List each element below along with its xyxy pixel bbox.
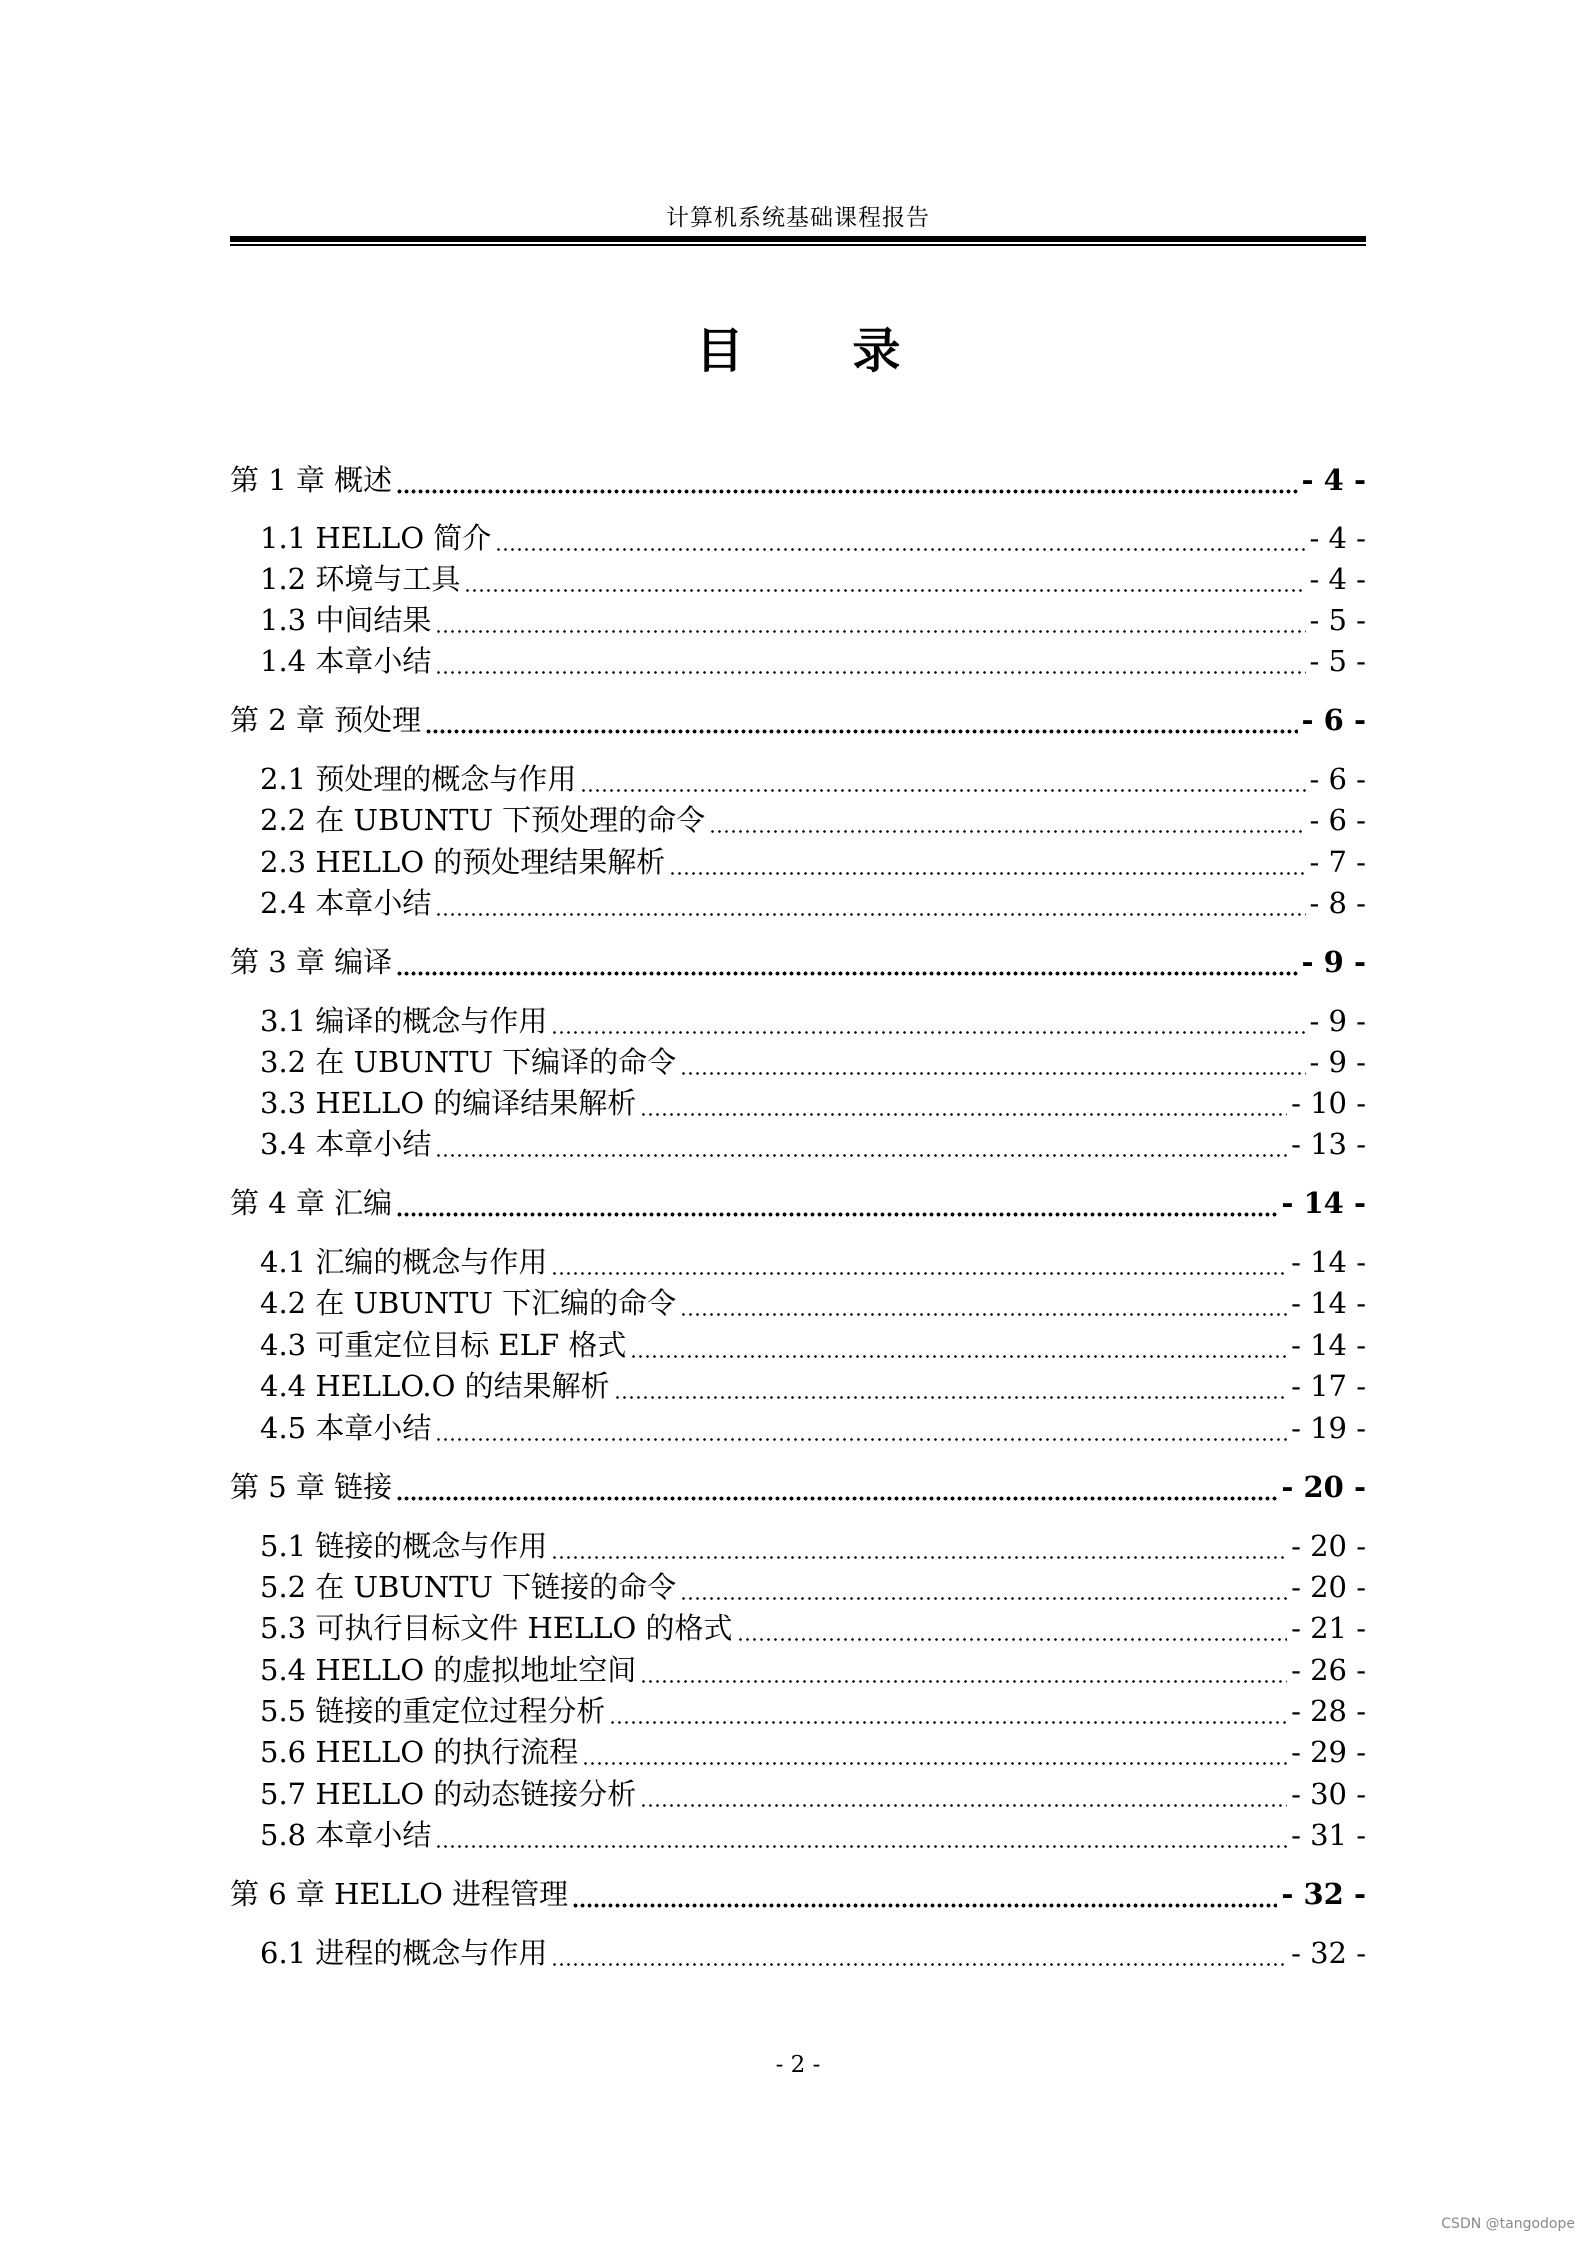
toc-entry-label: 3.4 本章小结 [260, 1127, 432, 1161]
toc-section-entry[interactable] [230, 842, 1366, 882]
dot-leader [640, 1650, 1287, 1690]
toc-entry-page: - 29 - [1291, 1735, 1366, 1769]
toc-entry-page: - 19 - [1291, 1411, 1366, 1445]
toc-entry-label: 5.1 链接的概念与作用 [260, 1529, 548, 1563]
toc-entry-label: 第 3 章 编译 [230, 945, 393, 979]
toc-entry-page: - 9 - [1309, 1004, 1366, 1038]
toc-entry-page: - 26 - [1291, 1653, 1366, 1687]
dot-leader [680, 1042, 1305, 1082]
dot-leader [640, 1774, 1287, 1814]
toc-entry-page: - 5 - [1309, 603, 1366, 637]
toc-entry-label: 4.3 可重定位目标 ELF 格式 [260, 1328, 627, 1362]
dot-leader [551, 1001, 1305, 1041]
toc-section-entry[interactable] [230, 641, 1366, 681]
toc-entry-page: - 4 - [1309, 562, 1366, 596]
toc-entry-label: 5.8 本章小结 [260, 1818, 432, 1852]
toc-section-entry[interactable] [230, 1691, 1366, 1731]
toc-section-entry[interactable] [230, 1283, 1366, 1323]
toc-entry-page: - 4 - [1309, 521, 1366, 555]
dot-leader [551, 1242, 1287, 1282]
dot-leader [396, 942, 1297, 982]
toc-section-entry[interactable] [230, 759, 1366, 799]
dot-leader [680, 1567, 1287, 1607]
table-of-contents [230, 0, 1366, 2245]
toc-chapter-entry[interactable] [230, 942, 1366, 982]
toc-entry-page: - 30 - [1291, 1777, 1366, 1811]
toc-entry-page: - 6 - [1309, 762, 1366, 796]
toc-entry-page: - 14 - [1291, 1286, 1366, 1320]
running-header: 计算机系统基础课程报告 [666, 205, 930, 231]
toc-title: 目 录 [695, 323, 947, 379]
toc-entry-label: 2.4 本章小结 [260, 886, 432, 920]
toc-section-entry[interactable] [230, 1042, 1366, 1082]
dot-leader [435, 1815, 1287, 1855]
toc-section-entry[interactable] [230, 1732, 1366, 1772]
toc-entry-page: - 31 - [1291, 1818, 1366, 1852]
toc-section-entry[interactable] [230, 1325, 1366, 1365]
dot-leader [435, 883, 1305, 923]
toc-entry-label: 5.4 HELLO 的虚拟地址空间 [260, 1653, 637, 1687]
toc-entry-page: - 7 - [1309, 845, 1366, 879]
dot-leader [551, 1526, 1287, 1566]
dot-leader [640, 1083, 1287, 1123]
toc-entry-label: 5.2 在 UBUNTU 下链接的命令 [260, 1570, 677, 1604]
toc-entry-page: - 5 - [1309, 644, 1366, 678]
toc-entry-label: 1.4 本章小结 [260, 644, 432, 678]
dot-leader [669, 842, 1305, 882]
toc-entry-label: 3.2 在 UBUNTU 下编译的命令 [260, 1045, 677, 1079]
toc-section-entry[interactable] [230, 1526, 1366, 1566]
dot-leader [435, 1124, 1287, 1164]
toc-entry-label: 1.2 环境与工具 [260, 562, 461, 596]
toc-section-entry[interactable] [230, 1001, 1366, 1041]
dot-leader [495, 518, 1305, 558]
toc-entry-label: 2.1 预处理的概念与作用 [260, 762, 577, 796]
toc-entry-label: 4.2 在 UBUNTU 下汇编的命令 [260, 1286, 677, 1320]
toc-entry-page: - 8 - [1309, 886, 1366, 920]
toc-entry-page: - 14 - [1291, 1328, 1366, 1362]
toc-section-entry[interactable] [230, 1815, 1366, 1855]
toc-section-entry[interactable] [230, 1608, 1366, 1648]
page-number: - 2 - [775, 2052, 821, 2078]
toc-section-entry[interactable] [230, 1774, 1366, 1814]
toc-entry-label: 4.4 HELLO.O 的结果解析 [260, 1369, 610, 1403]
toc-chapter-entry[interactable] [230, 1874, 1366, 1914]
toc-section-entry[interactable] [230, 883, 1366, 923]
toc-entry-page: - 28 - [1291, 1694, 1366, 1728]
toc-entry-label: 4.1 汇编的概念与作用 [260, 1245, 548, 1279]
toc-entry-label: 2.2 在 UBUNTU 下预处理的命令 [260, 803, 706, 837]
dot-leader [580, 759, 1305, 799]
toc-entry-page: - 13 - [1291, 1127, 1366, 1161]
toc-section-entry[interactable] [230, 1933, 1366, 1973]
toc-entry-label: 1.1 HELLO 简介 [260, 521, 492, 555]
toc-section-entry[interactable] [230, 1083, 1366, 1123]
toc-section-entry[interactable] [230, 1366, 1366, 1406]
dot-leader [709, 800, 1305, 840]
toc-entry-label: 第 4 章 汇编 [230, 1186, 393, 1220]
dot-leader [425, 700, 1297, 740]
dot-leader [572, 1874, 1277, 1914]
toc-entry-label: 5.5 链接的重定位过程分析 [260, 1694, 606, 1728]
toc-chapter-entry[interactable] [230, 1183, 1366, 1223]
dot-leader [614, 1366, 1287, 1406]
toc-entry-page: - 21 - [1291, 1611, 1366, 1645]
toc-entry-page: - 6 - [1309, 803, 1366, 837]
dot-leader [609, 1691, 1287, 1731]
dot-leader [396, 1183, 1277, 1223]
dot-leader [435, 641, 1305, 681]
toc-section-entry[interactable] [230, 1242, 1366, 1282]
toc-entry-label: 第 5 章 链接 [230, 1470, 393, 1504]
toc-entry-label: 3.1 编译的概念与作用 [260, 1004, 548, 1038]
toc-entry-page: - 14 - [1291, 1245, 1366, 1279]
dot-leader [464, 559, 1305, 599]
toc-section-entry[interactable] [230, 1650, 1366, 1690]
toc-chapter-entry[interactable] [230, 460, 1366, 500]
toc-entry-page: - 14 - [1281, 1186, 1366, 1220]
dot-leader [737, 1608, 1288, 1648]
toc-entry-page: - 17 - [1291, 1369, 1366, 1403]
toc-entry-page: - 6 - [1301, 703, 1366, 737]
toc-entry-label: 4.5 本章小结 [260, 1411, 432, 1445]
dot-leader [435, 600, 1305, 640]
toc-entry-page: - 4 - [1301, 463, 1366, 497]
toc-entry-label: 第 2 章 预处理 [230, 703, 422, 737]
dot-leader [630, 1325, 1287, 1365]
toc-entry-label: 第 1 章 概述 [230, 463, 393, 497]
toc-chapter-entry[interactable] [230, 700, 1366, 740]
toc-entry-label: 2.3 HELLO 的预处理结果解析 [260, 845, 666, 879]
toc-section-entry[interactable] [230, 1124, 1366, 1164]
toc-entry-page: - 9 - [1301, 945, 1366, 979]
toc-entry-page: - 10 - [1291, 1086, 1366, 1120]
toc-section-entry[interactable] [230, 1567, 1366, 1607]
toc-entry-label: 1.3 中间结果 [260, 603, 432, 637]
toc-entry-label: 5.6 HELLO 的执行流程 [260, 1735, 579, 1769]
toc-entry-page: - 9 - [1309, 1045, 1366, 1079]
toc-section-entry[interactable] [230, 800, 1366, 840]
toc-section-entry[interactable] [230, 518, 1366, 558]
toc-entry-label: 5.3 可执行目标文件 HELLO 的格式 [260, 1611, 733, 1645]
dot-leader [551, 1933, 1287, 1973]
toc-entry-page: - 32 - [1291, 1936, 1366, 1970]
toc-section-entry[interactable] [230, 1408, 1366, 1448]
dot-leader [435, 1408, 1287, 1448]
dot-leader [680, 1283, 1287, 1323]
toc-entry-label: 6.1 进程的概念与作用 [260, 1936, 548, 1970]
toc-entry-page: - 20 - [1291, 1529, 1366, 1563]
toc-entry-label: 5.7 HELLO 的动态链接分析 [260, 1777, 637, 1811]
watermark: CSDN @tangodope [1441, 2216, 1575, 2232]
dot-leader [582, 1732, 1287, 1772]
toc-chapter-entry[interactable] [230, 1467, 1366, 1507]
toc-entry-page: - 20 - [1281, 1470, 1366, 1504]
toc-section-entry[interactable] [230, 559, 1366, 599]
dot-leader [396, 460, 1297, 500]
dot-leader [396, 1467, 1277, 1507]
toc-entry-page: - 32 - [1281, 1877, 1366, 1911]
toc-entry-label: 3.3 HELLO 的编译结果解析 [260, 1086, 637, 1120]
toc-section-entry[interactable] [230, 600, 1366, 640]
toc-entry-label: 第 6 章 HELLO 进程管理 [230, 1877, 569, 1911]
toc-entry-page: - 20 - [1291, 1570, 1366, 1604]
